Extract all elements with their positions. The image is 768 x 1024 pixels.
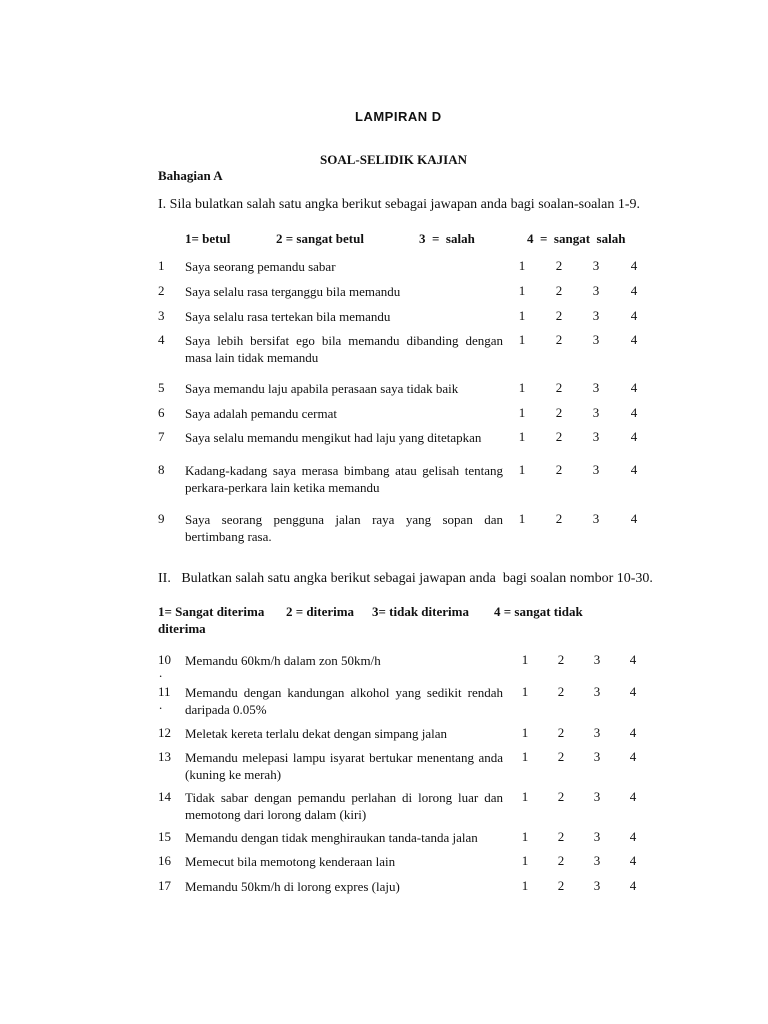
answer-option: 1 bbox=[521, 652, 529, 667]
scale-label: 2 = sangat betul bbox=[276, 231, 364, 246]
answer-option: 2 bbox=[555, 283, 563, 298]
question-text: Kadang-kadang saya merasa bimbang atau gelisah tentang perkara-perkara lain ketika memandu bbox=[185, 463, 503, 495]
scale-label: 2 = diterima bbox=[286, 604, 355, 619]
answer-option: 2 bbox=[555, 380, 563, 395]
part1-instruction: I. Sila bulatkan salah satu angka berikut sebagai jawapan anda bagi soalan-soalan 1-9. bbox=[158, 197, 641, 212]
answer-option: 2 bbox=[555, 429, 563, 444]
answer-option: 1 bbox=[518, 429, 526, 444]
answer-option: 4 bbox=[630, 283, 638, 298]
question-text: Saya selalu rasa tertekan bila memandu bbox=[185, 309, 391, 324]
question-number: 2 bbox=[158, 283, 165, 298]
answer-option: 1 bbox=[521, 749, 529, 764]
answer-option: 2 bbox=[557, 829, 565, 844]
answer-option: 1 bbox=[518, 380, 526, 395]
question-text: Memandu dengan kandungan alkohol yang sedikit rendah daripada 0.05% bbox=[185, 685, 503, 717]
answer-option: 2 bbox=[557, 684, 565, 699]
appendix-title: LAMPIRAN D bbox=[355, 109, 442, 124]
answer-option: 1 bbox=[518, 405, 526, 420]
question-text: Meletak kereta terlalu dekat dengan simpang jalan bbox=[185, 726, 448, 741]
answer-option: 3 bbox=[593, 725, 601, 740]
part2-instruction: II. Bulatkan salah satu angka berikut sebagai jawapan anda bagi soalan nombor 10-30. bbox=[158, 571, 653, 586]
answer-option: 2 bbox=[555, 308, 563, 323]
answer-option: 3 bbox=[593, 749, 601, 764]
question-text: Saya memandu laju apabila perasaan saya tidak baik bbox=[185, 381, 459, 396]
answer-option: 4 bbox=[629, 749, 637, 764]
question-text: Saya adalah pemandu cermat bbox=[185, 406, 337, 421]
answer-option: 3 bbox=[592, 308, 600, 323]
answer-option: 3 bbox=[593, 878, 601, 893]
answer-option: 1 bbox=[518, 332, 526, 347]
scale-label: 1= Sangat diterima bbox=[158, 604, 265, 619]
answer-option: 1 bbox=[521, 829, 529, 844]
row-punctuation: . bbox=[159, 697, 163, 712]
question-text: Saya lebih bersifat ego bila memandu dibanding dengan masa lain tidak memandu bbox=[185, 333, 503, 365]
answer-option: 3 bbox=[592, 511, 600, 526]
question-text: Saya seorang pengguna jalan raya yang sopan dan bertimbang rasa. bbox=[185, 512, 503, 544]
question-number: 13 bbox=[158, 749, 171, 764]
question-text: Saya selalu memandu mengikut had laju yang ditetapkan bbox=[185, 430, 482, 445]
answer-option: 3 bbox=[593, 829, 601, 844]
answer-option: 3 bbox=[593, 789, 601, 804]
answer-option: 3 bbox=[592, 332, 600, 347]
question-text: Tidak sabar dengan pemandu perlahan di lorong luar dan memotong dari lorong dalam (kiri) bbox=[185, 790, 503, 822]
answer-option: 4 bbox=[629, 725, 637, 740]
question-number: 15 bbox=[158, 829, 171, 844]
question-number: 11 bbox=[158, 684, 171, 699]
answer-option: 4 bbox=[630, 405, 638, 420]
question-number: 6 bbox=[158, 405, 165, 420]
answer-option: 3 bbox=[593, 853, 601, 868]
answer-option: 4 bbox=[630, 462, 638, 477]
question-text: Saya seorang pemandu sabar bbox=[185, 259, 336, 274]
answer-option: 4 bbox=[629, 789, 637, 804]
answer-option: 3 bbox=[592, 405, 600, 420]
question-number: 5 bbox=[158, 380, 165, 395]
question-text: Memandu dengan tidak menghiraukan tanda-tanda jalan bbox=[185, 830, 478, 845]
question-number: 8 bbox=[158, 462, 165, 477]
question-text: Memandu melepasi lampu isyarat bertukar menentang anda (kuning ke merah) bbox=[185, 750, 503, 782]
answer-option: 2 bbox=[555, 511, 563, 526]
answer-option: 3 bbox=[592, 380, 600, 395]
scale-label: 1= betul bbox=[185, 231, 231, 246]
answer-option: 4 bbox=[629, 684, 637, 699]
answer-option: 3 bbox=[592, 258, 600, 273]
answer-option: 2 bbox=[555, 405, 563, 420]
answer-option: 1 bbox=[518, 511, 526, 526]
question-number: 4 bbox=[158, 332, 165, 347]
scale-label: 4 = sangat salah bbox=[527, 231, 626, 246]
answer-option: 4 bbox=[630, 308, 638, 323]
question-number: 9 bbox=[158, 511, 165, 526]
answer-option: 3 bbox=[592, 462, 600, 477]
scale-label: diterima bbox=[158, 621, 206, 636]
answer-option: 4 bbox=[629, 652, 637, 667]
answer-option: 3 bbox=[593, 684, 601, 699]
scale-label: 4 = sangat tidak bbox=[494, 604, 583, 619]
question-text: Saya selalu rasa terganggu bila memandu bbox=[185, 284, 401, 299]
answer-option: 1 bbox=[521, 725, 529, 740]
scale-label: 3= tidak diterima bbox=[372, 604, 469, 619]
question-number: 7 bbox=[158, 429, 165, 444]
answer-option: 2 bbox=[557, 725, 565, 740]
answer-option: 2 bbox=[557, 853, 565, 868]
answer-option: 1 bbox=[521, 853, 529, 868]
answer-option: 4 bbox=[630, 258, 638, 273]
section-label: Bahagian A bbox=[158, 168, 223, 183]
question-text: Memecut bila memotong kenderaan lain bbox=[185, 854, 396, 869]
answer-option: 4 bbox=[630, 511, 638, 526]
question-number: 14 bbox=[158, 789, 171, 804]
answer-option: 3 bbox=[592, 283, 600, 298]
answer-option: 2 bbox=[557, 652, 565, 667]
survey-title: SOAL-SELIDIK KAJIAN bbox=[320, 152, 468, 167]
answer-option: 1 bbox=[518, 308, 526, 323]
answer-option: 2 bbox=[555, 258, 563, 273]
answer-option: 2 bbox=[555, 332, 563, 347]
answer-option: 4 bbox=[629, 878, 637, 893]
answer-option: 2 bbox=[557, 749, 565, 764]
answer-option: 4 bbox=[630, 332, 638, 347]
answer-option: 1 bbox=[521, 878, 529, 893]
answer-option: 3 bbox=[593, 652, 601, 667]
answer-option: 1 bbox=[521, 684, 529, 699]
question-number: 12 bbox=[158, 725, 171, 740]
question-number: 10 bbox=[158, 652, 171, 667]
answer-option: 2 bbox=[557, 878, 565, 893]
answer-option: 2 bbox=[555, 462, 563, 477]
answer-option: 4 bbox=[629, 853, 637, 868]
answer-option: 1 bbox=[521, 789, 529, 804]
question-number: 16 bbox=[158, 853, 171, 868]
question-number: 1 bbox=[158, 258, 165, 273]
answer-option: 1 bbox=[518, 258, 526, 273]
answer-option: 2 bbox=[557, 789, 565, 804]
answer-option: 4 bbox=[629, 829, 637, 844]
answer-option: 4 bbox=[630, 380, 638, 395]
answer-option: 3 bbox=[592, 429, 600, 444]
scale-label: 3 = salah bbox=[419, 231, 475, 246]
question-text: Memandu 60km/h dalam zon 50km/h bbox=[185, 653, 381, 668]
answer-option: 1 bbox=[518, 283, 526, 298]
question-text: Memandu 50km/h di lorong expres (laju) bbox=[185, 879, 400, 894]
row-punctuation: . bbox=[159, 665, 163, 680]
answer-option: 1 bbox=[518, 462, 526, 477]
answer-option: 4 bbox=[630, 429, 638, 444]
question-number: 17 bbox=[158, 878, 171, 893]
question-number: 3 bbox=[158, 308, 165, 323]
